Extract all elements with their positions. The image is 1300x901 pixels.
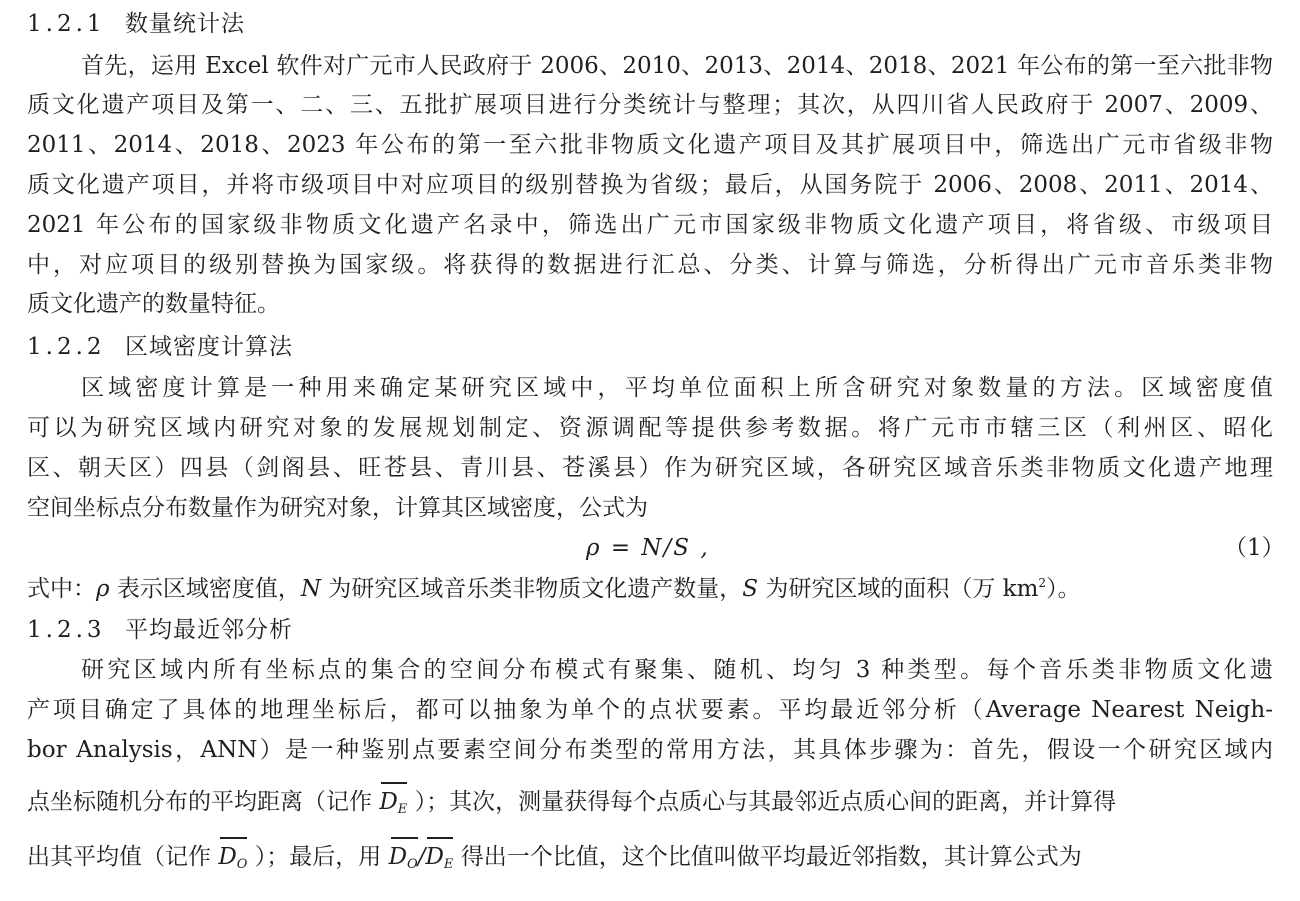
text-run: 出其平均值（记作: [27, 844, 219, 870]
symbol-rho: ρ: [96, 576, 110, 602]
paragraph-line: 空间坐标点分布数量作为研究对象，计算其区域密度，公式为: [27, 495, 648, 521]
equation-number: （1）: [1224, 535, 1285, 561]
symbol-n: N: [300, 576, 321, 602]
paragraph-line: 区、朝天区）四县（剑阁县、旺苍县、青川县、苍溪县）作为研究区域，各研究区域音乐类非物质文化遗产地理: [27, 455, 1273, 481]
paragraph-line: [27, 842, 1273, 872]
section-title: 平均最近邻分析: [125, 617, 293, 643]
slash: /: [417, 844, 426, 870]
symbol-letter: D: [379, 789, 398, 815]
paragraph-line: 可以为研究区域内研究对象的发展规划制定、资源调配等提供参考数据。将广元市市辖三区（利州区、昭化: [27, 415, 1273, 441]
equation-1: [0, 533, 1300, 563]
paragraph-line: 产项目确定了具体的地理坐标后，都可以抽象为单个的点状要素。平均最近邻分析（Average Nearest Neigh-: [27, 697, 1273, 723]
paragraph-line: 质文化遗产的数量特征。: [27, 291, 280, 317]
section-number: 1.2.1: [27, 11, 106, 37]
paragraph-line: 首先，运用 Excel 软件对广元市人民政府于 2006、2010、2013、2014、2018、2021 年公布的第一至六批非物: [81, 53, 1273, 79]
symbol-de: [379, 787, 407, 825]
section-heading-1-2-1: [27, 9, 245, 39]
symbol-letter: D: [218, 844, 237, 870]
paragraph-line: 中，对应项目的级别替换为国家级。将获得的数据进行汇总、分类、计算与筛选，分析得出广元市音乐类非物: [27, 252, 1273, 278]
paragraph-line: 质文化遗产项目，并将市级项目中对应项目的级别替换为省级；最后，从国务院于 2006、2008、2011、2014、: [27, 172, 1273, 198]
text-run: ）；最后，用: [247, 844, 389, 870]
paragraph-line: [27, 787, 1273, 817]
section-number: 1.2.3: [27, 617, 106, 643]
symbol-s: S: [742, 576, 759, 602]
text-run: ）。: [1046, 576, 1081, 602]
symbol-de: [425, 842, 453, 880]
text-run: 为研究区域的面积（万 km: [758, 576, 1039, 602]
paragraph-line: bor Analysis，ANN）是一种鉴别点要素空间分布类型的常用方法，其具体步骤为：首先，假设一个研究区域内: [27, 737, 1273, 763]
paragraph-line: 质文化遗产项目及第一、二、三、五批扩展项目进行分类统计与整理；其次，从四川省人民政府于 2007、2009、: [27, 92, 1273, 118]
symbol-subscript: O: [407, 857, 418, 872]
section-title: 区域密度计算法: [125, 334, 293, 360]
symbol-subscript: O: [236, 857, 248, 872]
text-run: 式中：: [27, 576, 96, 602]
paragraph-line: 区域密度计算是一种用来确定某研究区域中，平均单位面积上所含研究对象数量的方法。区域密度值: [81, 375, 1273, 401]
section-heading-1-2-3: [27, 615, 293, 645]
section-number: 1.2.2: [27, 334, 106, 360]
section-title: 数量统计法: [125, 11, 245, 37]
text-run: 得出一个比值，这个比值叫做平均最近邻指数，其计算公式为: [453, 844, 1082, 870]
text-run: 点坐标随机分布的平均距离（记作: [27, 789, 380, 815]
symbol-letter: D: [425, 844, 444, 870]
symbol-subscript: E: [443, 857, 454, 872]
paragraph-line: 研究区域内所有坐标点的集合的空间分布模式有聚集、随机、均匀 3 种类型。每个音乐类非物质文化遗: [81, 657, 1273, 683]
text-run: ）；其次，测量获得每个点质心与其最邻近点质心间的距离，并计算得: [407, 789, 1117, 815]
symbol-subscript: E: [397, 802, 408, 817]
symbol-do: [389, 842, 418, 880]
density-formula: ρ = N/S ,: [586, 535, 710, 561]
formula-explanation: [27, 574, 1273, 604]
text-run: 表示区域密度值，: [109, 576, 301, 602]
paragraph-line: 2011、2014、2018、2023 年公布的第一至六批非物质文化遗产项目及其扩展项目中，筛选出广元市省级非物: [27, 132, 1273, 158]
text-run: 为研究区域音乐类非物质文化遗产数量，: [320, 576, 743, 602]
symbol-do: [218, 842, 247, 880]
paragraph-line: 2021 年公布的国家级非物质文化遗产名录中，筛选出广元市国家级非物质文化遗产项目，将省级、市级项目: [27, 212, 1273, 238]
superscript: 2: [1038, 576, 1047, 590]
section-heading-1-2-2: [27, 332, 293, 362]
symbol-letter: D: [388, 844, 408, 870]
